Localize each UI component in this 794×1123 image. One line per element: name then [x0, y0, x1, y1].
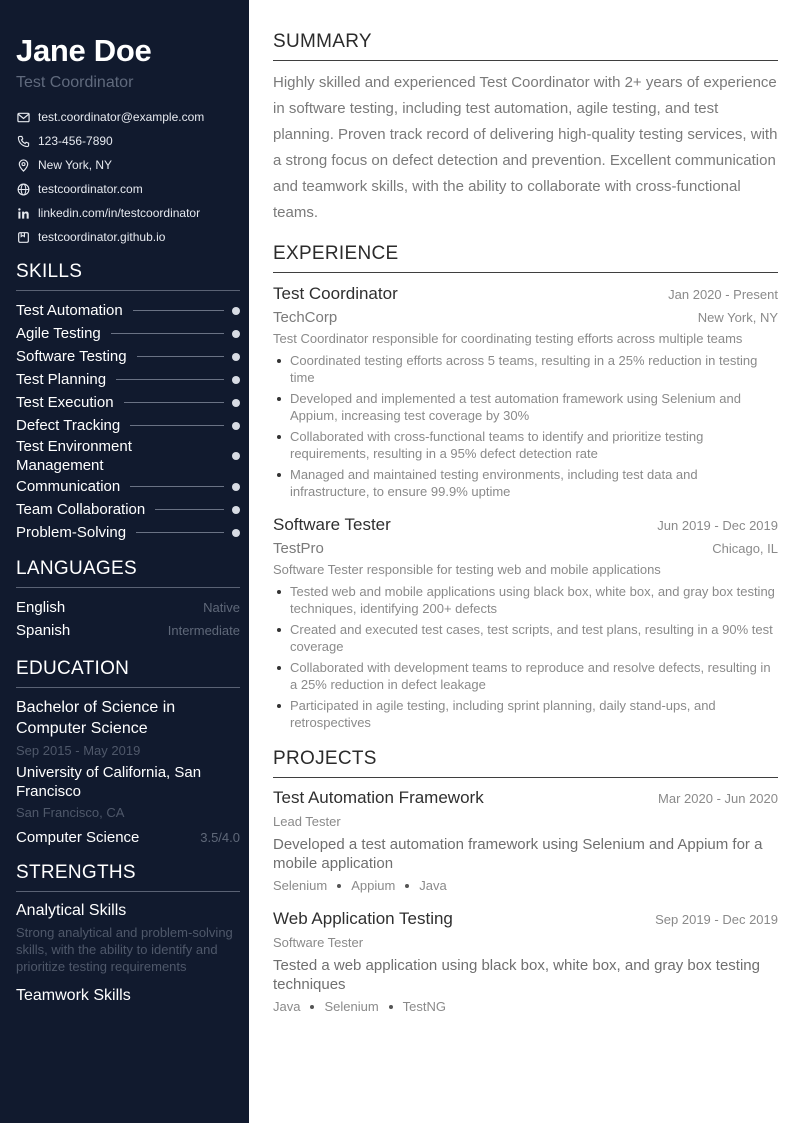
project-tags	[273, 998, 778, 1015]
skill-dot	[232, 452, 240, 460]
education-degree: Bachelor of Science in Computer Science	[16, 699, 176, 737]
job-entry	[273, 514, 778, 731]
contact-website[interactable]	[16, 177, 240, 201]
skill-name: Defect Tracking	[16, 417, 121, 434]
skill-item	[16, 368, 240, 391]
job-location: Chicago, IL	[712, 541, 778, 556]
project-tag: TestNG	[402, 999, 447, 1014]
job-company: TestPro	[273, 540, 324, 557]
contact-linkedin-text: linkedin.com/in/testcoordinator	[38, 206, 201, 220]
job-bullet: Tested web and mobile applications using black box, white box, and gray box testing techniques, identifying 200+ defects	[273, 583, 778, 617]
job-bullet: Collaborated with cross-functional teams to identify and prioritize testing requirements, resulting in a 95% defect detection rate	[273, 428, 778, 462]
skill-name: Software Testing	[16, 348, 127, 365]
candidate-name: Jane Doe	[16, 33, 152, 68]
skill-line	[130, 425, 224, 426]
education-gpa: 3.5/4.0	[200, 829, 240, 845]
strength-item	[16, 900, 240, 975]
job-bullets	[273, 352, 778, 500]
linkedin-icon	[16, 206, 30, 220]
skills-heading: SKILLS	[16, 261, 240, 291]
contact-github-text: testcoordinator.github.io	[38, 230, 166, 244]
languages-heading: LANGUAGES	[16, 558, 240, 588]
location-pin-icon	[16, 158, 30, 172]
project-dates: Mar 2020 - Jun 2020	[658, 791, 778, 806]
job-bullets	[273, 583, 778, 731]
skill-dot	[232, 307, 240, 315]
strengths-list	[16, 900, 240, 1007]
job-entry	[273, 283, 778, 500]
skill-item	[16, 414, 240, 437]
skill-item	[16, 299, 240, 322]
skill-line	[111, 333, 224, 334]
contact-github[interactable]	[16, 225, 240, 249]
education-school: University of California, San Francisco	[16, 764, 202, 800]
sidebar	[0, 0, 249, 1123]
job-title-row	[273, 283, 778, 305]
summary-section	[273, 30, 778, 226]
job-bullet: Coordinated testing efforts across 5 teams, resulting in a 25% reduction in testing time	[273, 352, 778, 386]
project-entry	[273, 787, 778, 894]
skill-line	[166, 456, 224, 457]
strength-name: Teamwork Skills	[16, 987, 131, 1004]
summary-heading: SUMMARY	[273, 30, 778, 61]
job-description: Software Tester responsible for testing web and mobile applications	[273, 562, 661, 577]
skill-dot	[232, 353, 240, 361]
contact-email-text: test.coordinator@example.com	[38, 110, 205, 124]
strength-description: Strong analytical and problem-solving skills, with the ability to identify and prioritize testing requirements	[16, 925, 233, 974]
tag-separator	[405, 884, 409, 888]
job-bullet: Managed and maintained testing environments, including test data and infrastructure, to ensure 99.9% uptime	[273, 466, 778, 500]
education-location: San Francisco, CA	[16, 805, 125, 820]
project-entry	[273, 908, 778, 1015]
summary-text: Highly skilled and experienced Test Coordinator with 2+ years of experience in software testing, including test automation, agile testing, and test planning. Proven track record of delivering high-quality testing services, with a strong focus on defect detection and prevention. Excellent communication and teamwork skills, with the ability to collaborate with cross-functional teams.	[273, 74, 778, 221]
education-dates: Sep 2015 - May 2019	[16, 743, 141, 758]
tag-separator	[389, 1005, 393, 1009]
skill-line	[116, 379, 224, 380]
skill-dot	[232, 330, 240, 338]
phone-icon	[16, 134, 30, 148]
skill-line	[124, 402, 224, 403]
project-title: Test Automation Framework	[273, 788, 484, 807]
language-level: Intermediate	[167, 623, 240, 638]
language-item	[16, 619, 240, 642]
projects-section	[273, 747, 778, 1015]
project-role: Software Tester	[273, 935, 364, 950]
job-title-row	[273, 514, 778, 536]
project-role: Lead Tester	[273, 814, 341, 829]
skill-item	[16, 498, 240, 521]
envelope-icon	[16, 110, 30, 124]
contact-phone-text: 123-456-7890	[38, 134, 113, 148]
skill-dot	[232, 529, 240, 537]
job-title: Test Coordinator	[273, 284, 398, 303]
skill-line	[130, 486, 224, 487]
experience-heading: EXPERIENCE	[273, 242, 778, 273]
skill-name: Test Planning	[16, 371, 107, 388]
languages-list	[16, 596, 240, 642]
tag-separator	[337, 884, 341, 888]
github-icon	[16, 230, 30, 244]
project-description: Developed a test automation framework using Selenium and Appium for a mobile application	[273, 836, 763, 872]
skill-name: Test Execution	[16, 394, 114, 411]
job-dates: Jun 2019 - Dec 2019	[657, 518, 778, 533]
contact-email[interactable]	[16, 105, 240, 129]
project-tags	[273, 877, 778, 894]
job-bullet: Created and executed test cases, test scripts, and test plans, resulting in a 90% test coverage	[273, 621, 778, 655]
contact-linkedin[interactable]	[16, 201, 240, 225]
job-company-row	[273, 536, 778, 559]
skill-name: Test Automation	[16, 302, 123, 319]
language-item	[16, 596, 240, 619]
job-bullet: Developed and implemented a test automation framework using Selenium and Appium, increasing test coverage by 30%	[273, 390, 778, 424]
job-location: New York, NY	[697, 310, 778, 325]
project-tag: Selenium	[273, 878, 328, 893]
education-heading: EDUCATION	[16, 658, 240, 688]
experience-section	[273, 242, 778, 731]
skill-name: Team Collaboration	[16, 501, 146, 518]
project-description: Tested a web application using black box, white box, and gray box testing techniques	[273, 957, 760, 993]
project-tag: Selenium	[324, 999, 379, 1014]
contact-location	[16, 153, 240, 177]
education-entry	[16, 697, 240, 848]
skill-dot	[232, 506, 240, 514]
contact-phone[interactable]	[16, 129, 240, 153]
skill-item	[16, 322, 240, 345]
project-title-row	[273, 908, 778, 930]
strength-item	[16, 985, 240, 1007]
job-company: TechCorp	[273, 309, 338, 326]
skill-name: Agile Testing	[16, 325, 101, 342]
contact-list	[16, 105, 240, 249]
job-bullet: Participated in agile testing, including sprint planning, daily stand-ups, and retrospectives	[273, 697, 778, 731]
skill-line	[155, 509, 224, 510]
education-field: Computer Science	[16, 828, 140, 846]
skill-line	[133, 310, 224, 311]
language-name: Spanish	[16, 622, 71, 639]
job-description: Test Coordinator responsible for coordinating testing efforts across multiple teams	[273, 331, 743, 346]
project-tag: Appium	[351, 878, 396, 893]
job-title: Software Tester	[273, 515, 391, 534]
skill-item	[16, 521, 240, 544]
job-company-row	[273, 305, 778, 328]
projects-heading: PROJECTS	[273, 747, 778, 778]
skill-name: Communication	[16, 478, 121, 495]
project-dates: Sep 2019 - Dec 2019	[655, 912, 778, 927]
skill-item	[16, 345, 240, 368]
skill-dot	[232, 399, 240, 407]
skill-item	[16, 475, 240, 498]
skill-line	[137, 356, 224, 357]
language-name: English	[16, 599, 66, 616]
project-tag: Java	[419, 878, 447, 893]
skill-dot	[232, 483, 240, 491]
main-content	[249, 0, 794, 1123]
skill-dot	[232, 376, 240, 384]
contact-location-text: New York, NY	[38, 158, 113, 172]
strengths-heading: STRENGTHS	[16, 862, 240, 892]
skill-item	[16, 437, 240, 475]
project-tag: Java	[273, 999, 301, 1014]
skill-dot	[232, 422, 240, 430]
skill-item	[16, 391, 240, 414]
language-level: Native	[203, 600, 240, 615]
strength-name: Analytical Skills	[16, 902, 127, 919]
skill-name: Problem-Solving	[16, 524, 127, 541]
job-bullet: Collaborated with development teams to reproduce and resolve defects, resulting in a 25% reduction in defect leakage	[273, 659, 778, 693]
project-title-row	[273, 787, 778, 809]
globe-icon	[16, 182, 30, 196]
skill-name: Test Environment Management	[16, 438, 132, 474]
job-dates: Jan 2020 - Present	[668, 287, 778, 302]
skill-line	[136, 532, 224, 533]
education-field-row	[16, 826, 240, 848]
tag-separator	[310, 1005, 314, 1009]
contact-website-text: testcoordinator.com	[38, 182, 143, 196]
skills-list	[16, 299, 240, 544]
project-title: Web Application Testing	[273, 909, 453, 928]
candidate-title: Test Coordinator	[16, 74, 134, 91]
